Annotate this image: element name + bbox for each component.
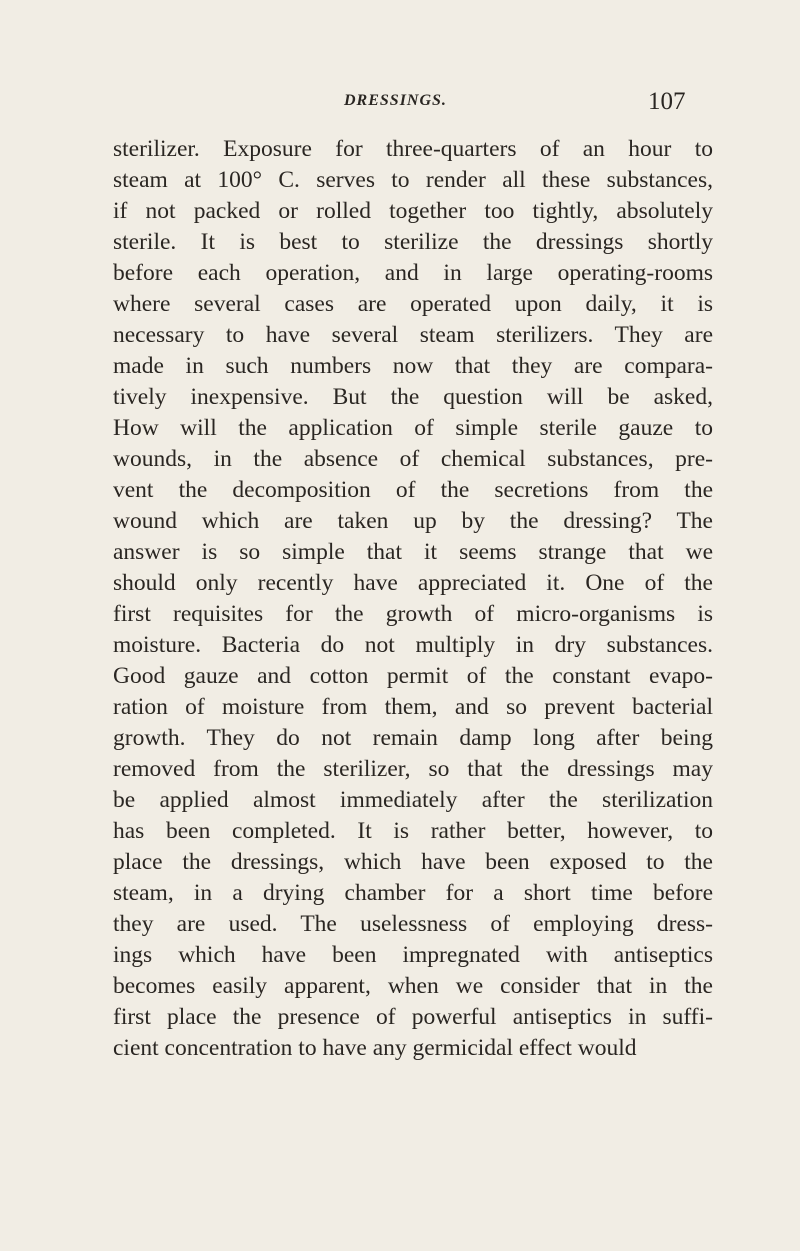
text-line: made in such numbers now that they are compara- bbox=[113, 353, 713, 379]
text-line: Good gauze and cotton permit of the constant evapo- bbox=[113, 663, 713, 689]
text-line: if not packed or rolled together too tightly, absolutely bbox=[113, 198, 713, 224]
text-line: removed from the sterilizer, so that the dressings may bbox=[113, 756, 713, 782]
text-line: steam at 100° C. serves to render all these substances, bbox=[113, 167, 713, 193]
text-line: place the dressings, which have been exposed to the bbox=[113, 849, 713, 875]
text-line: growth. They do not remain damp long after being bbox=[113, 725, 713, 751]
text-line: has been completed. It is rather better, however, to bbox=[113, 818, 713, 844]
text-line: wound which are taken up by the dressing? The bbox=[113, 508, 713, 534]
text-line: cient concentration to have any germicidal effect would bbox=[113, 1035, 637, 1061]
text-line: first requisites for the growth of micro-organisms is bbox=[113, 601, 713, 627]
text-line: becomes easily apparent, when we consider that in the bbox=[113, 973, 713, 999]
text-line: steam, in a drying chamber for a short time before bbox=[113, 880, 713, 906]
text-line: should only recently have appreciated it. One of the bbox=[113, 570, 713, 596]
text-line: answer is so simple that it seems strange that we bbox=[113, 539, 713, 565]
text-line: vent the decomposition of the secretions from the bbox=[113, 477, 713, 503]
text-line: wounds, in the absence of chemical substances, pre- bbox=[113, 446, 713, 472]
text-line: sterilizer. Exposure for three-quarters of an hour to bbox=[113, 136, 713, 162]
text-line: first place the presence of powerful antiseptics in suffi- bbox=[113, 1004, 713, 1030]
text-line: tively inexpensive. But the question will be asked, bbox=[113, 384, 713, 410]
text-line: be applied almost immediately after the sterilization bbox=[113, 787, 713, 813]
running-title: DRESSINGS. bbox=[344, 92, 447, 109]
text-line: where several cases are operated upon daily, it is bbox=[113, 291, 713, 317]
text-line: moisture. Bacteria do not multiply in dry substances. bbox=[113, 632, 713, 658]
text-line: sterile. It is best to sterilize the dressings shortly bbox=[113, 229, 713, 255]
text-line: ings which have been impregnated with antiseptics bbox=[113, 942, 713, 968]
text-line: ration of moisture from them, and so prevent bacterial bbox=[113, 694, 713, 720]
text-line: they are used. The uselessness of employing dress- bbox=[113, 911, 713, 937]
text-line: necessary to have several steam sterilizers. They are bbox=[113, 322, 713, 348]
text-line: How will the application of simple sterile gauze to bbox=[113, 415, 713, 441]
page-number: 107 bbox=[648, 88, 686, 115]
text-line: before each operation, and in large operating-rooms bbox=[113, 260, 713, 286]
body-text bbox=[113, 134, 713, 1064]
